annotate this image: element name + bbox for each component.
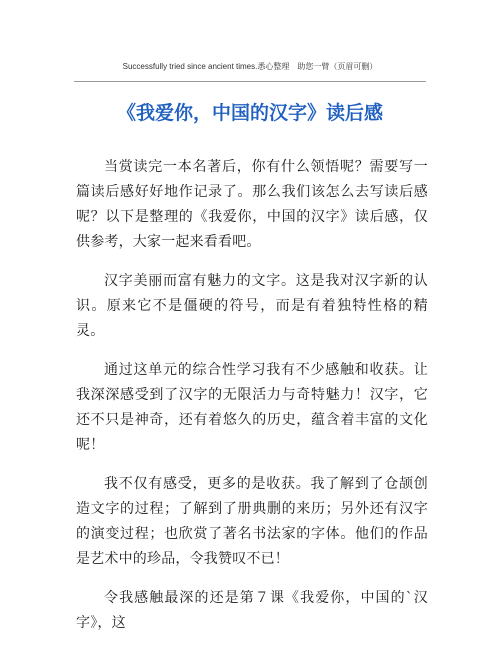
document-body xyxy=(76,155,428,650)
paragraph-1: 当赏读完一本名著后，你有什么领悟呢？需要写一篇读后感好好地作记录了。那么我们该怎么去写读后感呢？以下是整理的《我爱你，中国的汉字》读后感，仅供参考，大家一起来看看吧。 xyxy=(76,159,428,250)
paragraph-3: 通过这单元的综合性学习我有不少感触和收获。让我深深感受到了汉字的无限活力与奇特魅力！汉字，它还不只是神奇，还有着悠久的历史，蕴含着丰富的文化呢！ xyxy=(76,362,428,453)
paragraph-2: 汉字美丽而富有魅力的文字。这是我对汉字新的认识。原来它不是僵硬的符号，而是有着独特性格的精灵。 xyxy=(76,273,428,339)
document-title: 《我爱你，中国的汉字》读后感 xyxy=(116,102,383,124)
header-divider xyxy=(74,81,426,82)
page-header: Successfully tried since ancient times.悉心整理 助您一臂（页眉可删） xyxy=(122,62,378,71)
paragraph-4: 我不仅有感受，更多的是收获。我了解到了仓颉创造文字的过程；了解到了册典删的来历；另外还有汉字的演变过程；也欣赏了著名书法家的字体。他们的作品是艺术中的珍品，令我赞叹不已！ xyxy=(76,476,428,567)
paragraph-5: 令我感触最深的还是第７课《我爱你，中国的`汉字》，这 xyxy=(76,590,428,631)
